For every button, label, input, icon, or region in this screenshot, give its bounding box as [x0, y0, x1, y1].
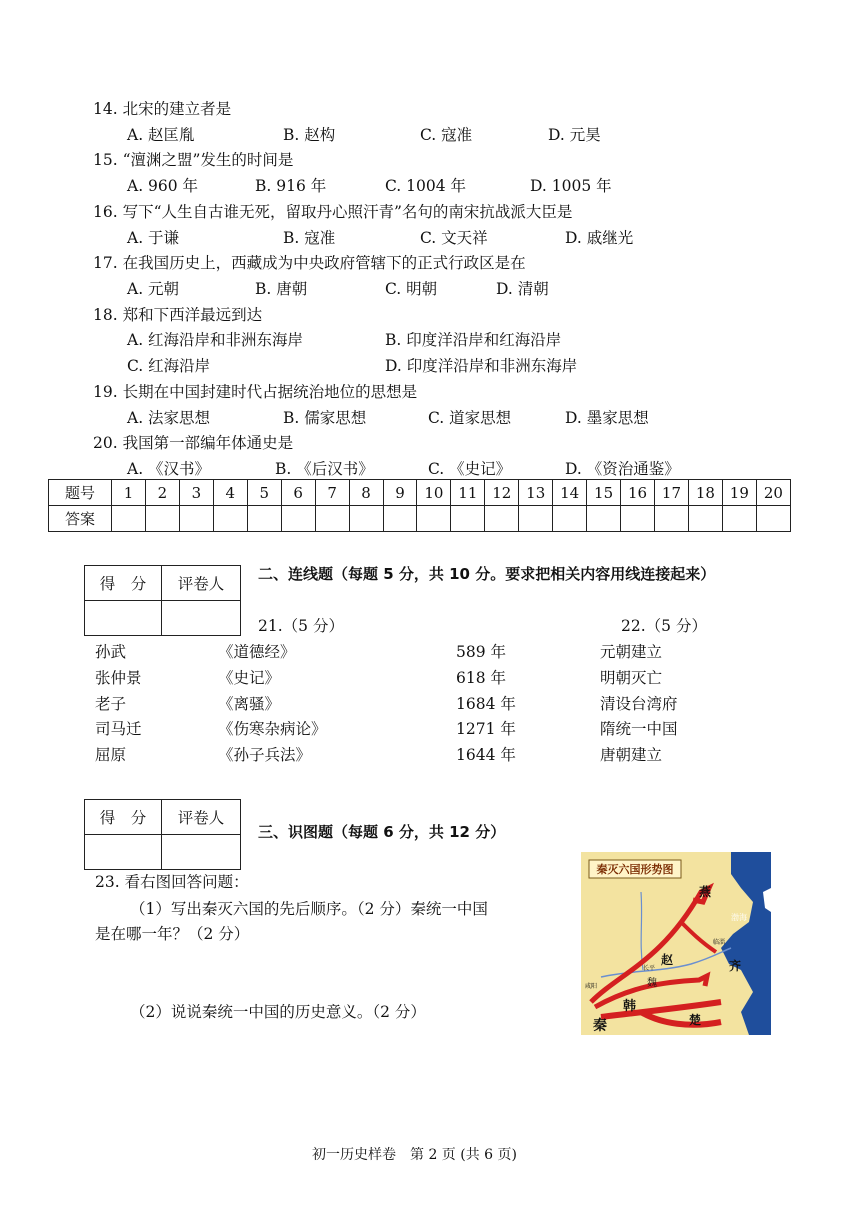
question-14-stem: 14. 北宋的建立者是 [93, 100, 232, 118]
number-row-label: 题号 [49, 480, 112, 506]
number-cell: 16 [621, 480, 655, 506]
answer-cell[interactable] [722, 506, 756, 532]
question-23-sub1-line1: （1）写出秦灭六国的先后顺序。（2 分）秦统一中国 [130, 900, 488, 918]
map-label-yan: 燕 [699, 885, 712, 899]
question-18-option-d: D. 印度洋沿岸和非洲东海岸 [385, 357, 578, 375]
question-14-option-b: B. 赵构 [283, 126, 336, 144]
section2-title: 二、连线题（每题 5 分，共 10 分。要求把相关内容用线连接起来） [258, 565, 716, 583]
grader-label: 评卷人 [162, 800, 241, 835]
answer-table-number-row [49, 480, 791, 506]
question-14-option-c: C. 寇准 [420, 126, 473, 144]
question-20-option-d: D. 《资治通鉴》 [565, 460, 680, 478]
number-cell: 2 [145, 480, 179, 506]
event-item[interactable]: 唐朝建立 [600, 746, 663, 764]
answer-cell[interactable] [485, 506, 519, 532]
number-cell: 18 [688, 480, 722, 506]
question-19-option-a: A. 法家思想 [127, 409, 211, 427]
number-cell: 14 [553, 480, 587, 506]
answer-cell[interactable] [417, 506, 451, 532]
answer-cell[interactable] [315, 506, 349, 532]
map-label-bohai: 渤海 [731, 913, 747, 922]
map-label-qi: 齐 [729, 959, 742, 973]
event-item[interactable]: 明朝灭亡 [600, 669, 663, 687]
score-input-cell[interactable] [85, 601, 162, 636]
question-19-option-b: B. 儒家思想 [283, 409, 367, 427]
map-title: 秦灭六国形势图 [596, 863, 674, 876]
map-label-wei: 魏 [647, 978, 657, 989]
question-17-option-d: D. 清朝 [496, 280, 549, 298]
answer-cell[interactable] [213, 506, 247, 532]
map-graphic [581, 852, 771, 1035]
question-14-option-d: D. 元昊 [548, 126, 601, 144]
question-20-option-a: A. 《汉书》 [127, 460, 211, 478]
number-cell: 5 [247, 480, 281, 506]
grader-input-cell[interactable] [162, 601, 241, 636]
question-22-label: 22.（5 分） [621, 617, 707, 635]
number-cell: 20 [756, 480, 790, 506]
page-footer: 初一历史样卷 第 2 页 (共 6 页) [312, 1147, 517, 1163]
question-23-sub1-line2: 是在哪一年？（2 分） [95, 925, 250, 943]
question-19-option-c: C. 道家思想 [428, 409, 512, 427]
question-15-option-a: A. 960 年 [127, 177, 199, 195]
question-16-stem: 16. 写下“人生自古谁无死，留取丹心照汗青”名句的南宋抗战派大臣是 [93, 203, 573, 221]
number-cell: 7 [315, 480, 349, 506]
number-cell: 19 [722, 480, 756, 506]
book-item[interactable]: 《离骚》 [218, 695, 281, 713]
year-item[interactable]: 589 年 [456, 643, 507, 661]
question-16-option-d: D. 戚继光 [565, 229, 634, 247]
answer-cell[interactable] [587, 506, 621, 532]
question-15-option-b: B. 916 年 [255, 177, 327, 195]
person-item[interactable]: 孙武 [95, 643, 127, 661]
answer-cell[interactable] [621, 506, 655, 532]
question-16-option-c: C. 文天祥 [420, 229, 488, 247]
answer-cell[interactable] [756, 506, 790, 532]
map-label-zhao: 赵 [661, 953, 674, 967]
answer-cell[interactable] [383, 506, 417, 532]
answer-table [48, 479, 791, 532]
score-label: 得 分 [85, 800, 162, 835]
map-label-chu: 楚 [689, 1013, 702, 1027]
question-21-label: 21.（5 分） [258, 617, 344, 635]
answer-cell[interactable] [112, 506, 146, 532]
question-16-option-b: B. 寇准 [283, 229, 336, 247]
question-17-stem: 17. 在我国历史上，西藏成为中央政府管辖下的正式行政区是在 [93, 254, 526, 272]
question-20-stem: 20. 我国第一部编年体通史是 [93, 434, 294, 452]
question-15-option-c: C. 1004 年 [385, 177, 467, 195]
answer-cell[interactable] [247, 506, 281, 532]
answer-cell[interactable] [451, 506, 485, 532]
number-cell: 15 [587, 480, 621, 506]
map-label-changping: 长平 [643, 965, 656, 972]
year-item[interactable]: 1644 年 [456, 746, 516, 764]
book-item[interactable]: 《伤寒杂病论》 [218, 720, 327, 738]
qin-conquest-map [581, 852, 771, 1035]
question-15-stem: 15. “澶渊之盟”发生的时间是 [93, 151, 294, 169]
question-18-option-a: A. 红海沿岸和非洲东海岸 [127, 331, 304, 349]
section3-score-box [84, 799, 241, 870]
year-item[interactable]: 618 年 [456, 669, 507, 687]
book-item[interactable]: 《道德经》 [218, 643, 296, 661]
person-item[interactable]: 司马迁 [95, 720, 142, 738]
question-16-option-a: A. 于谦 [127, 229, 180, 247]
number-cell: 13 [519, 480, 553, 506]
number-cell: 4 [213, 480, 247, 506]
map-label-xianyang: 咸阳 [585, 983, 598, 990]
question-17-option-b: B. 唐朝 [255, 280, 308, 298]
map-label-han: 韩 [623, 999, 637, 1014]
year-item[interactable]: 1271 年 [456, 720, 516, 738]
person-item[interactable]: 张仲景 [95, 669, 142, 687]
question-14-option-a: A. 赵匡胤 [127, 126, 195, 144]
section2-score-box [84, 565, 241, 636]
answer-table-answer-row [49, 506, 791, 532]
number-cell: 9 [383, 480, 417, 506]
question-19-stem: 19. 长期在中国封建时代占据统治地位的思想是 [93, 383, 418, 401]
question-18-stem: 18. 郑和下西洋最远到达 [93, 306, 263, 324]
question-17-option-a: A. 元朝 [127, 280, 180, 298]
map-label-linzi: 临淄 [713, 939, 726, 946]
question-23-sub2: （2）说说秦统一中国的历史意义。（2 分） [130, 1003, 426, 1021]
question-18-option-c: C. 红海沿岸 [127, 357, 211, 375]
grader-label: 评卷人 [162, 566, 241, 601]
event-item[interactable]: 清设台湾府 [600, 695, 678, 713]
grader-input-cell[interactable] [162, 835, 241, 870]
answer-cell[interactable] [179, 506, 213, 532]
question-19-option-d: D. 墨家思想 [565, 409, 649, 427]
answer-cell[interactable] [145, 506, 179, 532]
event-item[interactable]: 隋统一中国 [600, 720, 678, 738]
answer-cell[interactable] [688, 506, 722, 532]
question-20-option-c: C. 《史记》 [428, 460, 512, 478]
person-item[interactable]: 老子 [95, 695, 127, 713]
number-cell: 1 [112, 480, 146, 506]
answer-cell[interactable] [553, 506, 587, 532]
answer-cell[interactable] [655, 506, 689, 532]
person-item[interactable]: 屈原 [95, 746, 127, 764]
score-input-cell[interactable] [85, 835, 162, 870]
number-cell: 6 [281, 480, 315, 506]
number-cell: 8 [349, 480, 383, 506]
question-23-stem: 23. 看右图回答问题： [95, 873, 249, 891]
answer-row-label: 答案 [49, 506, 112, 532]
section3-title: 三、识图题（每题 6 分，共 12 分） [258, 823, 506, 841]
question-17-option-c: C. 明朝 [385, 280, 438, 298]
number-cell: 10 [417, 480, 451, 506]
question-15-option-d: D. 1005 年 [530, 177, 612, 195]
number-cell: 12 [485, 480, 519, 506]
answer-cell[interactable] [349, 506, 383, 532]
book-item[interactable]: 《孙子兵法》 [218, 746, 312, 764]
year-item[interactable]: 1684 年 [456, 695, 516, 713]
question-20-option-b: B. 《后汉书》 [275, 460, 374, 478]
book-item[interactable]: 《史记》 [218, 669, 281, 687]
number-cell: 17 [655, 480, 689, 506]
answer-cell[interactable] [519, 506, 553, 532]
answer-cell[interactable] [281, 506, 315, 532]
question-18-option-b: B. 印度洋沿岸和红海沿岸 [385, 331, 562, 349]
number-cell: 11 [451, 480, 485, 506]
map-label-qin: 秦 [593, 1018, 607, 1034]
number-cell: 3 [179, 480, 213, 506]
event-item[interactable]: 元朝建立 [600, 643, 663, 661]
score-label: 得 分 [85, 566, 162, 601]
